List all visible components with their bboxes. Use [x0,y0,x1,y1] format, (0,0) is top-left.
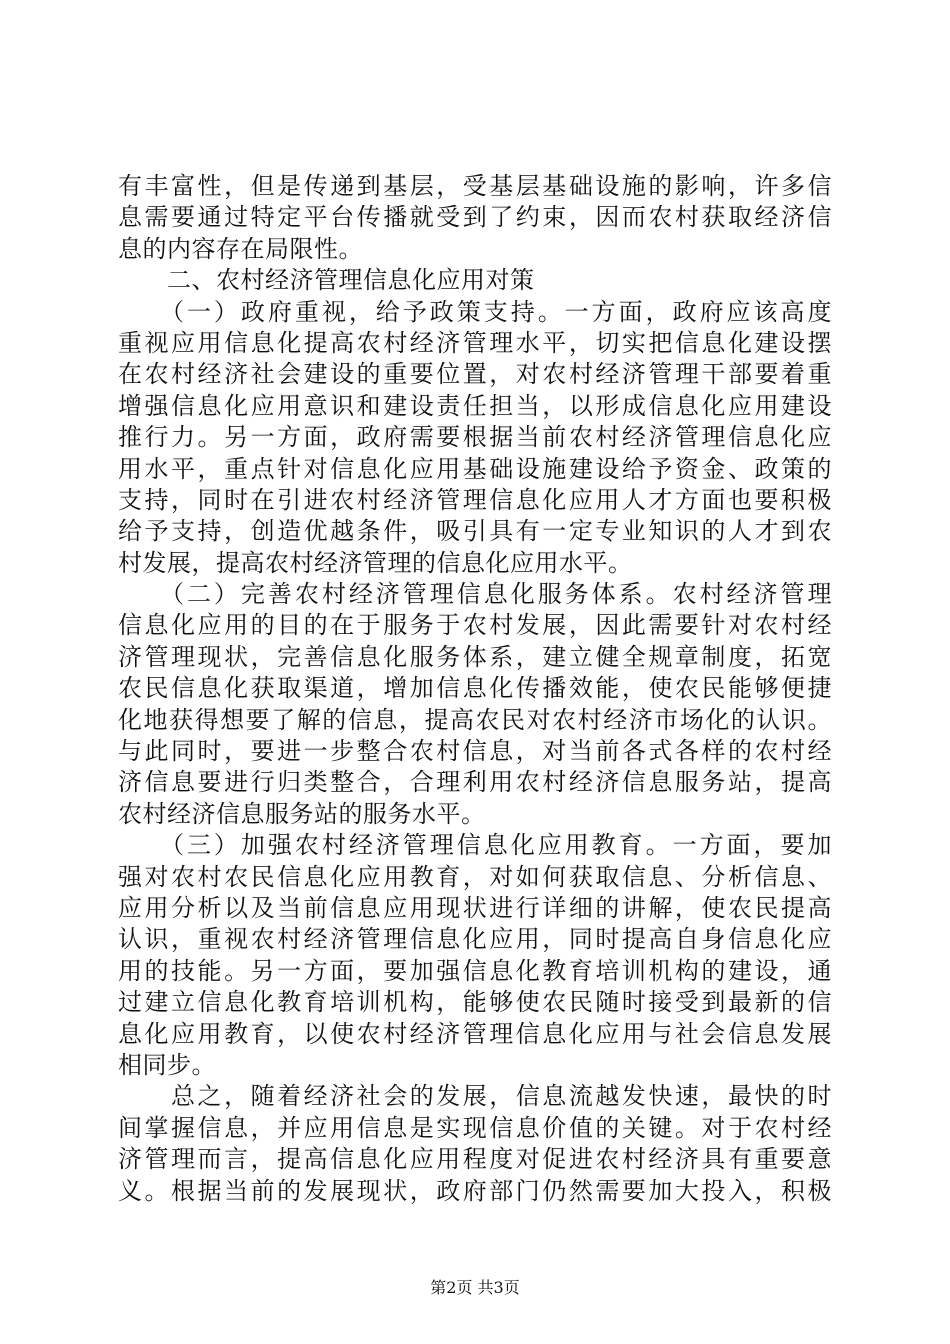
text-line: 义。根据当前的发展现状，政府部门仍然需要加大投入，积极 [118,1176,832,1205]
text-line: 用的技能。另一方面，要加强信息化教育培训机构的建设，通 [118,956,832,985]
page-footer: 第2页 共3页 [430,1278,520,1297]
text-line: 农民信息化获取渠道，增加信息化传播效能，使农民能够便捷 [118,674,832,703]
body-text [118,171,832,1207]
text-line: 息的内容存在局限性。 [118,234,363,263]
text-line: 信息化应用的目的在于服务于农村发展，因此需要针对农村经 [118,611,832,640]
text-line: 过建立信息化教育培训机构，能够使农民随时接受到最新的信 [118,988,832,1017]
text-line: 给予支持，创造优越条件，吸引具有一定专业知识的人才到农 [118,517,832,546]
text-line: （一）政府重视，给予政策支持。一方面，政府应该高度 [118,297,832,326]
text-line: 支持，同时在引进农村经济管理信息化应用人才方面也要积极 [118,485,832,514]
text-line: 有丰富性，但是传递到基层，受基层基础设施的影响，许多信 [118,172,832,200]
text-line: 济管理而言，提高信息化应用程度对促进农村经济具有重要意 [118,1145,832,1174]
text-line: （二）完善农村经济管理信息化服务体系。农村经济管理 [118,580,832,609]
text-line: 重视应用信息化提高农村经济管理水平，切实把信息化建设摆 [118,328,832,357]
text-line: 化地获得想要了解的信息，提高农民对农村经济市场化的认识。 [118,705,832,734]
text-line: 应用分析以及当前信息应用现状进行详细的讲解，使农民提高 [118,893,832,922]
text-line: 总之，随着经济社会的发展，信息流越发快速，最快的时 [118,1082,832,1111]
text-line: 村发展，提高农村经济管理的信息化应用水平。 [118,548,633,577]
text-line: 济信息要进行归类整合，合理利用农村经济信息服务站，提高 [118,768,832,797]
text-line: 认识，重视农村经济管理信息化应用，同时提高自身信息化应 [118,925,832,954]
text-line: 在农村经济社会建设的重要位置，对农村经济管理干部要着重 [118,360,832,389]
text-line: 用水平，重点针对信息化应用基础设施建设给予资金、政策的 [118,454,832,483]
text-line: 强对农村农民信息化应用教育，对如何获取信息、分析信息、 [118,862,832,891]
text-line: 息化应用教育，以使农村经济管理信息化应用与社会信息发展 [118,1019,832,1048]
text-line: （三）加强农村经济管理信息化应用教育。一方面，要加 [118,831,832,860]
text-line: 间掌握信息，并应用信息是实现信息价值的关键。对于农村经 [118,1113,832,1142]
section-heading: 二、农村经济管理信息化应用对策 [118,266,535,295]
text-line: 农村经济信息服务站的服务水平。 [118,799,486,828]
text-line: 推行力。另一方面，政府需要根据当前农村经济管理信息化应 [118,423,832,452]
text-line: 增强信息化应用意识和建设责任担当，以形成信息化应用建设 [118,391,832,420]
text-line: 息需要通过特定平台传播就受到了约束，因而农村获取经济信 [118,203,832,232]
text-line: 与此同时，要进一步整合农村信息，对当前各式各样的农村经 [118,737,832,766]
text-line: 相同步。 [118,1050,216,1079]
text-line: 济管理现状，完善信息化服务体系，建立健全规章制度，拓宽 [118,642,832,671]
